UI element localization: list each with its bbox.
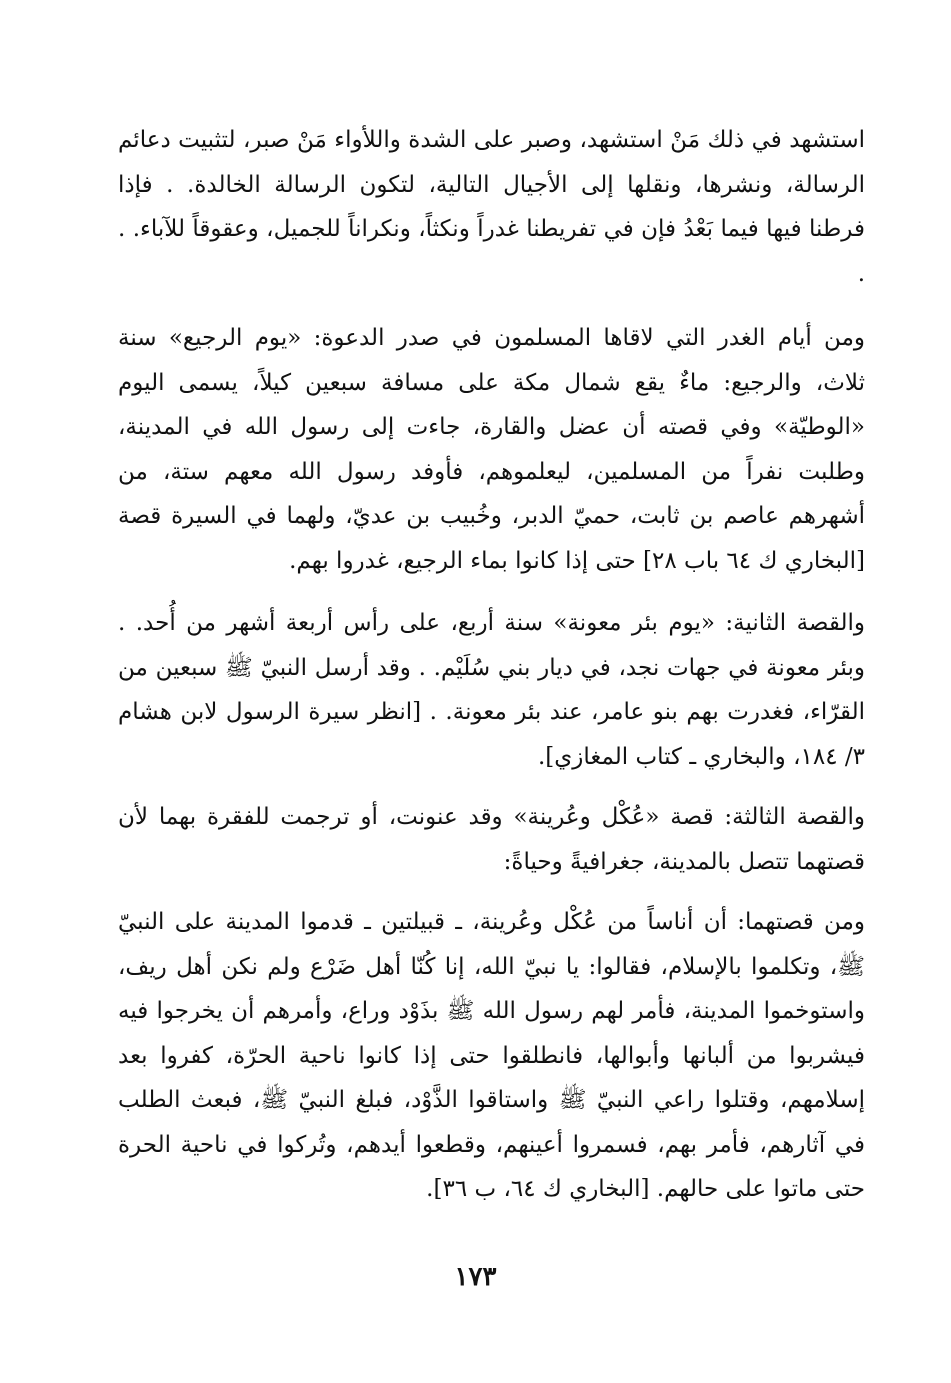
- body-text: [118, 118, 865, 1212]
- paragraph-3: والقصة الثانية: «يوم بئر معونة» سنة أربع، على رأس أربعة أشهر من أُحد. . وبئر معونة في جهات نجد، في ديار بني سُلَيْم. . وقد أرسل النبيّ ﷺ سبعين من القرّاء، فغدرت بهم بنو عامر، عند بئر معونة. . [انظر سيرة الرسول لابن هشام ٣/ ١٨٤، والبخاري ـ كتاب المغازي].: [118, 610, 865, 770]
- paragraph-1: استشهد في ذلك مَنْ استشهد، وصبر على الشدة واللأواء مَنْ صبر، لتثبيت دعائم الرسالة، ونشرها، ونقلها إلى الأجيال التالية، لتكون الرسالة الخالدة. . فإذا فرطنا فيها فيما بَعْدُ فإن في تفريطنا غدراً ونكثاً، ونكراناً للجميل، وعقوقاً للآباء. . .: [118, 127, 865, 287]
- page-number: ١٧٣: [454, 1262, 497, 1292]
- paragraph-4: والقصة الثالثة: قصة «عُكْل وعُرينة» وقد عنونت، أو ترجمت للفقرة بهما لأن قصتهما تتصل بالمدينة، جغرافيةً وحياةً:: [118, 804, 865, 875]
- paragraph-2: ومن أيام الغدر التي لاقاها المسلمون في صدر الدعوة: «يوم الرجيع» سنة ثلاث، والرجيع: ماءٌ يقع شمال مكة على مسافة سبعين كيلاً، يسمى اليوم «الوطيّة» وفي قصته أن عضل والقارة، جاءت إلى رسول الله في المدينة، وطلبت نفراً من المسلمين، ليعلموهم، فأوفد رسول الله معهم ستة، من أشهرهم عاصم بن ثابت، حميّ الدبر، وخُبيب بن عديّ، ولهما في السيرة قصة [البخاري ك ٦٤ باب ٢٨] حتى إذا كانوا بماء الرجيع، غدروا بهم.: [118, 325, 865, 574]
- paragraph-5: ومن قصتهما: أن أناساً من عُكْل وعُرينة، ـ قبيلتين ـ قدموا المدينة على النبيّ ﷺ، وتكلموا بالإسلام، فقالوا: يا نبيّ الله، إنا كُنّا أهل ضَرْع ولم نكن أهل ريف، واستوخموا المدينة، فأمر لهم رسول الله ﷺ بذَوْد وراع، وأمرهم أن يخرجوا فيه فيشربوا من ألبانها وأبوالها، فانطلقوا حتى إذا كانوا ناحية الحرّة، كفروا بعد إسلامهم، وقتلوا راعي النبيّ ﷺ واستاقوا الذَّوْد، فبلغ النبيّ ﷺ، فبعث الطلب في آثارهم، فأمر بهم، فسمروا أعينهم، وقطعوا أيدهم، وتُركوا في ناحية الحرة حتى ماتوا على حالهم. [البخاري ك ٦٤، ب ٣٦].: [118, 909, 865, 1202]
